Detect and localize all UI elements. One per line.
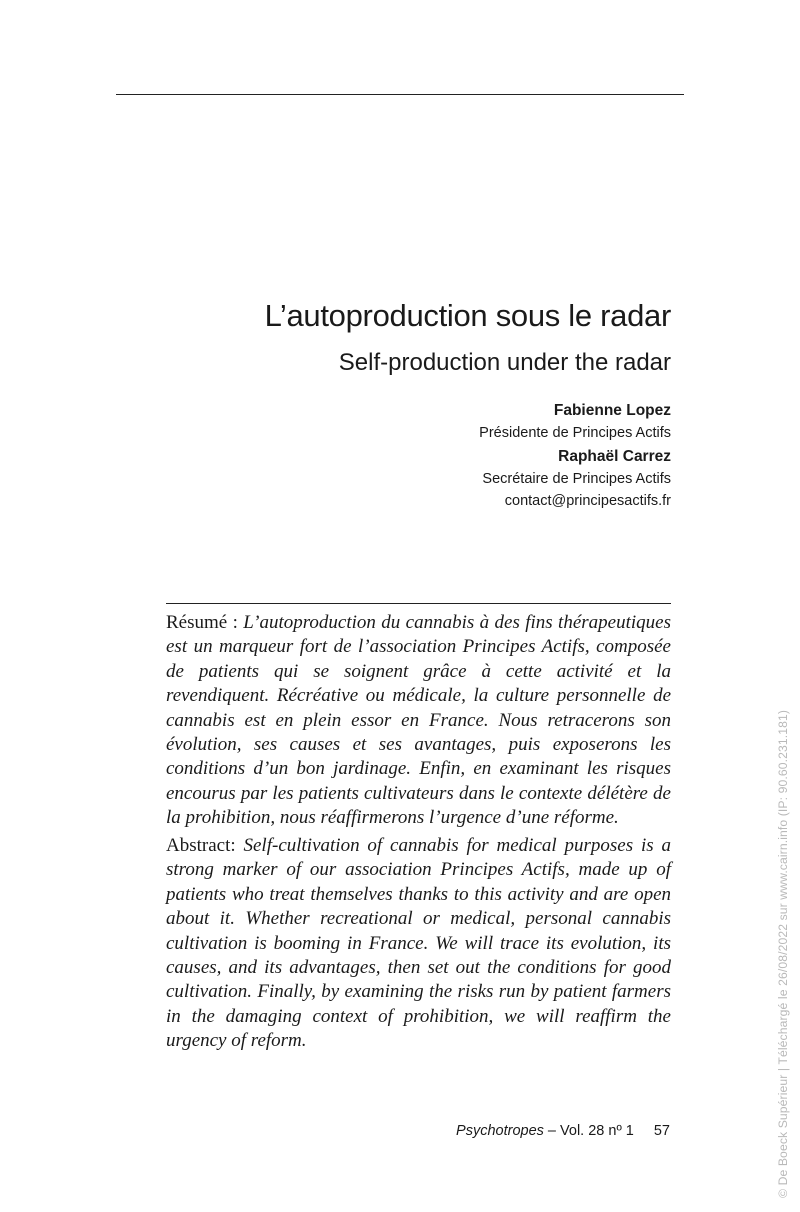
abstract-label: Abstract: [166,835,244,856]
author-list [116,400,671,512]
journal-name: Psychotropes [456,1123,544,1139]
resume-text: L’autoproduction du cannabis à des fins thérapeutiques est un marqueur fort de l’association Principes Actifs, composée de patients qui se soignent grâce à cette activité et la revendiquent. Récréative ou médicale, la culture personnelle de cannabis est en plein essor en France. Nous retracerons son évolution, ses causes et ses avantages, puis exposerons les conditions d’un bon jardinage. Enfin, en examinant les risques encourus par les patients cultivateurs dans le contexte délétère de la prohibition, nous réaffirmerons l’urgence d’une réforme. [166,612,671,829]
page-footer [456,1121,670,1141]
abstract-rule [166,603,671,604]
author-entry [116,446,671,512]
download-watermark: © De Boeck Supérieur | Téléchargé le 26/08/2022 sur www.cairn.info (IP: 90.60.231.181) [776,710,790,1198]
author-email[interactable]: contact@principesactifs.fr [504,493,671,509]
resume-label: Résumé : [166,612,244,633]
resume-paragraph [166,611,671,831]
author-role: Secrétaire de Principes Actifs [482,471,671,487]
author-role: Présidente de Principes Actifs [479,425,671,441]
header-rule [116,94,684,95]
page-number: 57 [653,1123,670,1139]
author-name: Raphaël Carrez [558,448,671,465]
article-subtitle: Self-production under the radar [338,349,671,376]
author-entry [116,400,671,444]
author-name: Fabienne Lopez [553,402,671,419]
abstract-paragraph [166,834,671,1054]
article-title: L’autoproduction sous le radar [264,298,671,333]
abstract-text: Self-cultivation of cannabis for medical purposes is a strong marker of our association Principes Actifs, made up of patients who treat themselves thanks to this activity and are open about it. Whether recreational or medical, personal cannabis cultivation is booming in France. We will trace its evolution, its causes, and its advantages, then set out the conditions for good cultivation. Finally, by examining the risks run by patient farmers in the damaging context of prohibition, we will reaffirm the urgency of reform. [166,835,671,1052]
journal-volume: – Vol. 28 nº 1 [543,1123,634,1139]
